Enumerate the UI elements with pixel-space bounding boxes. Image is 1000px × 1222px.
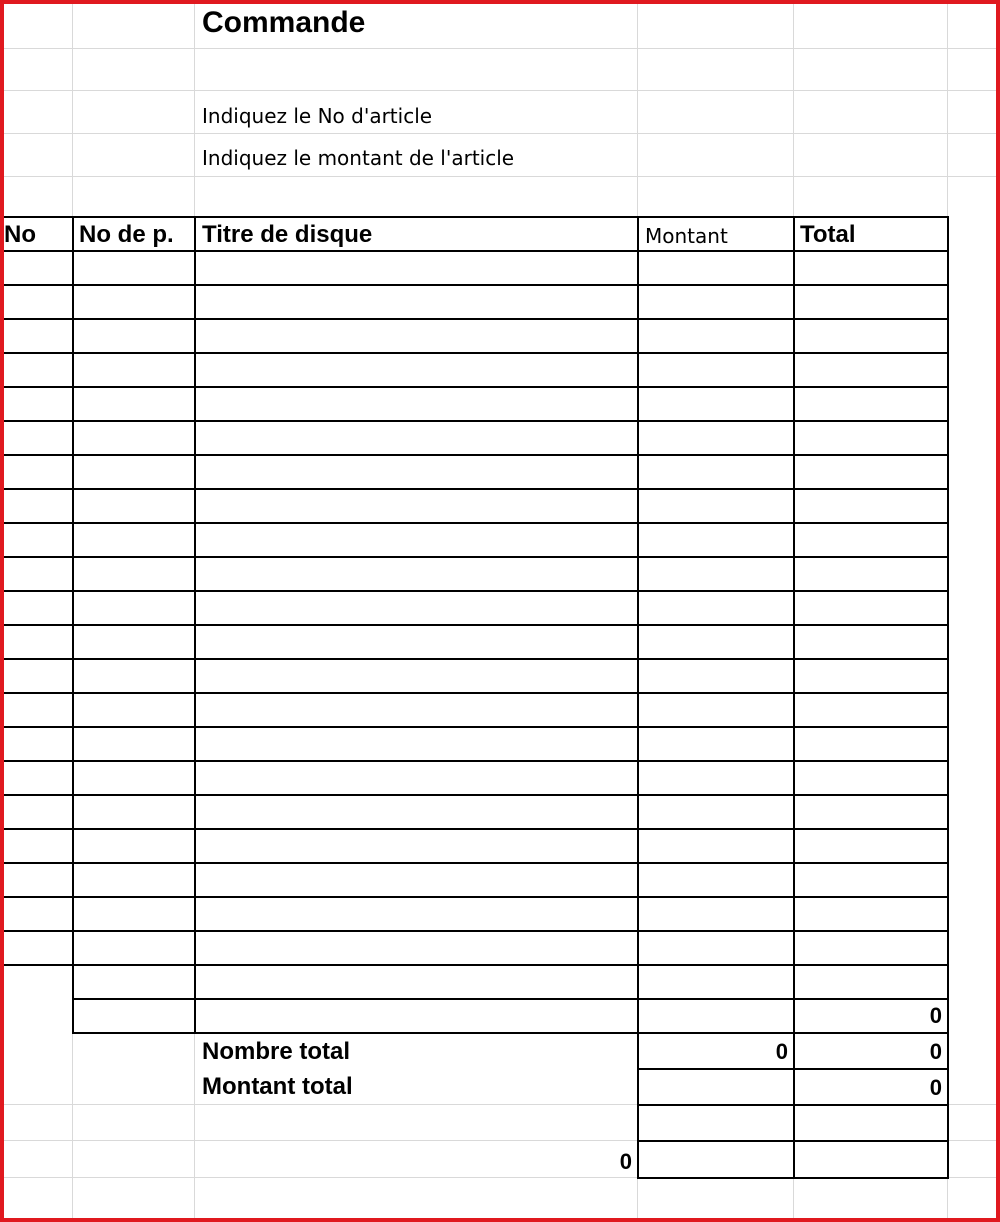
header-titre-de-disque[interactable]: Titre de disque [202,221,373,248]
cell-total[interactable] [793,864,945,896]
cell-no-de-p[interactable] [72,592,192,624]
cell-montant[interactable] [637,830,791,862]
cell-titre[interactable] [194,864,635,896]
cell-no-de-p[interactable] [72,966,192,998]
table-line [947,216,949,1034]
cell-titre[interactable] [194,830,635,862]
cell-no[interactable] [0,694,70,726]
cell-montant[interactable] [637,626,791,658]
cell-no-de-p[interactable] [72,558,192,590]
cell-total[interactable] [793,422,945,454]
cell-titre[interactable] [194,320,635,352]
cell-no[interactable] [0,354,70,386]
header-no-de-p[interactable]: No de p. [79,221,174,248]
cell-titre[interactable] [194,1000,635,1032]
cell-titre[interactable] [194,252,635,284]
cell-total[interactable] [793,898,945,930]
cell-no[interactable] [0,252,70,284]
cell-no-de-p[interactable] [72,456,192,488]
cell-no[interactable] [0,932,70,964]
last-row-total-value[interactable]: 0 [929,1003,942,1028]
cell-titre[interactable] [194,932,635,964]
cell-total[interactable] [793,728,945,760]
cell-no[interactable] [0,558,70,590]
cell-no-de-p[interactable] [72,286,192,318]
cell-titre[interactable] [194,694,635,726]
cell-titre[interactable] [194,898,635,930]
header-no[interactable]: No [4,221,36,248]
gridline [0,133,1000,134]
cell-montant[interactable] [637,796,791,828]
cell-montant[interactable] [637,490,791,522]
cell-no[interactable] [0,524,70,556]
cell-montant[interactable] [637,660,791,692]
cell-no[interactable] [0,422,70,454]
cell-no[interactable] [0,626,70,658]
cell-no[interactable] [0,1000,70,1032]
cell-no-de-p[interactable] [72,626,192,658]
cell-montant[interactable] [637,286,791,318]
table-line [0,216,949,218]
cell-montant[interactable] [637,898,791,930]
bottom-summary-value[interactable]: 0 [619,1149,632,1174]
cell-no[interactable] [0,728,70,760]
table-line [72,1032,949,1034]
instruction-article-number[interactable]: Indiquez le No d'article [202,104,433,128]
gridline [0,48,1000,49]
cell-no[interactable] [0,660,70,692]
cell-no-de-p[interactable] [72,422,192,454]
cell-montant[interactable] [637,388,791,420]
cell-no[interactable] [0,388,70,420]
cell-no-de-p[interactable] [72,830,192,862]
cell-no-de-p[interactable] [72,252,192,284]
cell-titre[interactable] [194,286,635,318]
cell-no-de-p[interactable] [72,524,192,556]
cell-total[interactable] [793,490,945,522]
nombre-total-label[interactable]: Nombre total [202,1038,351,1065]
cell-no-de-p[interactable] [72,898,192,930]
cell-total[interactable] [793,558,945,590]
cell-montant[interactable] [637,320,791,352]
cell-total[interactable] [793,660,945,692]
nombre-total-total-value[interactable]: 0 [929,1039,942,1064]
cell-no[interactable] [0,286,70,318]
nombre-total-montant-value[interactable]: 0 [775,1039,788,1064]
cell-total[interactable] [793,694,945,726]
cell-no-de-p[interactable] [72,320,192,352]
cell-no[interactable] [0,320,70,352]
cell-montant[interactable] [637,422,791,454]
cell-total[interactable] [793,320,945,352]
cell-titre[interactable] [194,558,635,590]
gridline [0,90,1000,91]
cell-montant[interactable] [637,558,791,590]
instruction-article-amount[interactable]: Indiquez le montant de l'article [202,146,515,170]
cell-titre[interactable] [194,660,635,692]
cell-no-de-p[interactable] [72,864,192,896]
cell-titre[interactable] [194,388,635,420]
cell-titre[interactable] [194,592,635,624]
cell-total[interactable] [793,626,945,658]
cell-no[interactable] [0,966,70,998]
cell-no-de-p[interactable] [72,762,192,794]
header-total[interactable]: Total [800,221,856,248]
cell-no[interactable] [0,456,70,488]
cell-total[interactable] [793,592,945,624]
cell-titre[interactable] [194,524,635,556]
cell-montant[interactable] [637,728,791,760]
cell-montant[interactable] [637,1000,791,1032]
cell-montant[interactable] [637,694,791,726]
cell-montant[interactable] [637,354,791,386]
cell-total[interactable] [793,286,945,318]
cell-no-de-p[interactable] [72,932,192,964]
cell-total[interactable] [793,932,945,964]
cell-montant[interactable] [637,966,791,998]
cell-no[interactable] [0,830,70,862]
cell-montant[interactable] [637,252,791,284]
cell-no-de-p[interactable] [72,388,192,420]
cell-no[interactable] [0,796,70,828]
cell-total[interactable] [793,456,945,488]
cell-no-de-p[interactable] [72,694,192,726]
table-line [637,1177,949,1179]
cell-titre[interactable] [194,796,635,828]
cell-no[interactable] [0,898,70,930]
cell-no-de-p[interactable] [72,354,192,386]
montant-total-label[interactable]: Montant total [202,1073,353,1100]
cell-total[interactable] [793,252,945,284]
montant-total-total-value[interactable]: 0 [929,1075,942,1100]
cell-titre[interactable] [194,422,635,454]
cell-no[interactable] [0,592,70,624]
gridline [0,176,1000,177]
cell-no-de-p[interactable] [72,796,192,828]
cell-titre[interactable] [194,490,635,522]
cell-montant[interactable] [637,864,791,896]
table-line [637,1140,949,1142]
sheet-title[interactable]: Commande [202,6,366,39]
cell-montant[interactable] [637,524,791,556]
cell-titre[interactable] [194,354,635,386]
cell-total[interactable] [793,830,945,862]
cell-no-de-p[interactable] [72,660,192,692]
cell-total[interactable] [793,524,945,556]
cell-no-de-p[interactable] [72,728,192,760]
cell-total[interactable] [793,354,945,386]
cell-titre[interactable] [194,966,635,998]
cell-no[interactable] [0,490,70,522]
cell-total[interactable] [793,388,945,420]
cell-no-de-p[interactable] [72,490,192,522]
cell-montant[interactable] [637,592,791,624]
cell-montant[interactable] [637,932,791,964]
cell-no[interactable] [0,864,70,896]
cell-total[interactable] [793,796,945,828]
cell-no-de-p[interactable] [72,1000,192,1032]
cell-titre[interactable] [194,456,635,488]
cell-titre[interactable] [194,762,635,794]
cell-total[interactable] [793,966,945,998]
header-montant[interactable]: Montant [645,224,728,248]
cell-titre[interactable] [194,626,635,658]
cell-titre[interactable] [194,728,635,760]
cell-montant[interactable] [637,456,791,488]
table-line [637,1068,949,1070]
cell-no[interactable] [0,762,70,794]
table-line [637,1104,949,1106]
cell-montant[interactable] [637,762,791,794]
cell-total[interactable] [793,762,945,794]
